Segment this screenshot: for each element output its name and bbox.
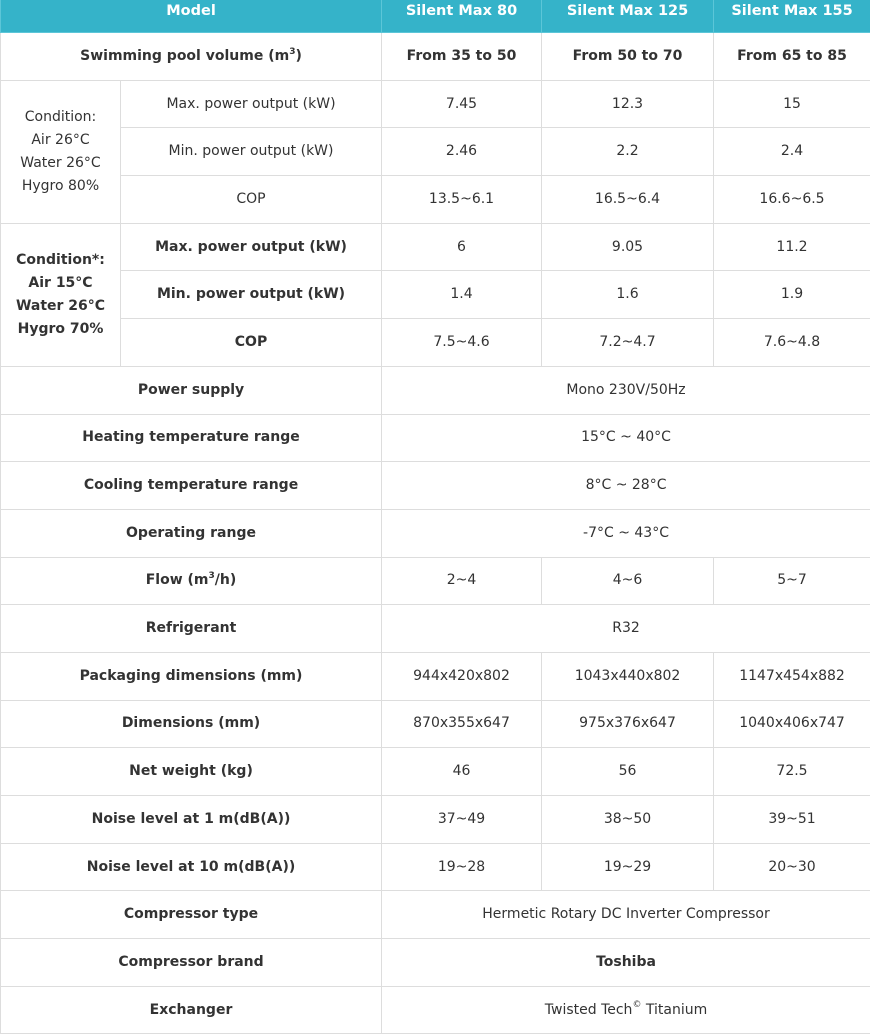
compressor-brand-label: Compressor brand (1, 939, 382, 987)
model-silent-max-155: Silent Max 155 (714, 0, 870, 33)
c2-min-power-125: 1.6 (542, 271, 714, 319)
power-supply-value: Mono 230V/50Hz (382, 366, 870, 414)
condition1-cell (1, 80, 121, 223)
table-row-refrigerant (1, 605, 870, 653)
table-row-compressor-type (1, 891, 870, 939)
c1-max-power-125: 12.3 (542, 80, 714, 128)
net-weight-155: 72.5 (714, 748, 870, 796)
c2-max-power-155: 11.2 (714, 223, 870, 271)
c2-min-power-155: 1.9 (714, 271, 870, 319)
c1-min-power-155: 2.4 (714, 128, 870, 176)
table-row-dimensions (1, 700, 870, 748)
noise-10m-label: Noise level at 10 m(dB(A)) (1, 843, 382, 891)
table-row-c2-min-power (1, 271, 870, 319)
pool-volume-label (1, 33, 382, 81)
heating-range-label: Heating temperature range (1, 414, 382, 462)
exchanger-value-text: Twisted Tech (545, 1002, 633, 1018)
condition2-water: Water 26°C (5, 295, 116, 318)
packaging-dims-80: 944x420x802 (382, 652, 542, 700)
c1-cop-label: COP (121, 176, 382, 224)
compressor-brand-value: Toshiba (382, 939, 870, 987)
flow-155: 5~7 (714, 557, 870, 605)
table-row-noise-1m (1, 796, 870, 844)
c1-min-power-80: 2.46 (382, 128, 542, 176)
noise-10m-80: 19~28 (382, 843, 542, 891)
table-row-pool-volume (1, 33, 870, 81)
table-row-c1-min-power (1, 128, 870, 176)
exchanger-value (382, 986, 870, 1034)
heating-range-value: 15°C ~ 40°C (382, 414, 870, 462)
net-weight-label: Net weight (kg) (1, 748, 382, 796)
flow-label (1, 557, 382, 605)
copyright-symbol: © (632, 1000, 641, 1010)
model-silent-max-80: Silent Max 80 (382, 0, 542, 33)
condition2-cell (1, 223, 121, 366)
noise-1m-label: Noise level at 1 m(dB(A)) (1, 796, 382, 844)
noise-1m-155: 39~51 (714, 796, 870, 844)
dimensions-155: 1040x406x747 (714, 700, 870, 748)
noise-10m-155: 20~30 (714, 843, 870, 891)
c2-max-power-80: 6 (382, 223, 542, 271)
c2-min-power-label: Min. power output (kW) (121, 271, 382, 319)
table-row-packaging-dims (1, 652, 870, 700)
refrigerant-label: Refrigerant (1, 605, 382, 653)
condition1-title: Condition: (5, 106, 116, 129)
table-row-power-supply (1, 366, 870, 414)
c1-min-power-label: Min. power output (kW) (121, 128, 382, 176)
pool-volume-label-text: Swimming pool volume (m (80, 48, 289, 64)
packaging-dims-label: Packaging dimensions (mm) (1, 652, 382, 700)
exchanger-value-end: Titanium (641, 1002, 707, 1018)
flow-label-end: /h) (215, 572, 236, 588)
pool-volume-125: From 50 to 70 (542, 33, 714, 81)
c1-max-power-80: 7.45 (382, 80, 542, 128)
c1-max-power-155: 15 (714, 80, 870, 128)
noise-10m-125: 19~29 (542, 843, 714, 891)
model-silent-max-125: Silent Max 125 (542, 0, 714, 33)
refrigerant-value: R32 (382, 605, 870, 653)
c2-max-power-label: Max. power output (kW) (121, 223, 382, 271)
flow-125: 4~6 (542, 557, 714, 605)
net-weight-125: 56 (542, 748, 714, 796)
flow-80: 2~4 (382, 557, 542, 605)
table-row-cooling-range (1, 462, 870, 510)
dimensions-80: 870x355x647 (382, 700, 542, 748)
packaging-dims-155: 1147x454x882 (714, 652, 870, 700)
exchanger-label: Exchanger (1, 986, 382, 1034)
c2-cop-155: 7.6~4.8 (714, 319, 870, 367)
power-supply-label: Power supply (1, 366, 382, 414)
c2-min-power-80: 1.4 (382, 271, 542, 319)
condition2-hygro: Hygro 70% (5, 318, 116, 341)
packaging-dims-125: 1043x440x802 (542, 652, 714, 700)
dimensions-125: 975x376x647 (542, 700, 714, 748)
table-row-c2-max-power (1, 223, 870, 271)
table-row-heating-range (1, 414, 870, 462)
c1-cop-155: 16.6~6.5 (714, 176, 870, 224)
c1-max-power-label: Max. power output (kW) (121, 80, 382, 128)
table-row-noise-10m (1, 843, 870, 891)
operating-range-value: -7°C ~ 43°C (382, 509, 870, 557)
cooling-range-value: 8°C ~ 28°C (382, 462, 870, 510)
condition2-title: Condition*: (5, 249, 116, 272)
operating-range-label: Operating range (1, 509, 382, 557)
c2-max-power-125: 9.05 (542, 223, 714, 271)
c2-cop-label: COP (121, 319, 382, 367)
flow-label-text: Flow (m (146, 572, 209, 588)
pool-volume-155: From 65 to 85 (714, 33, 870, 81)
condition1-water: Water 26°C (5, 152, 116, 175)
pool-volume-label-end: ) (295, 48, 301, 64)
net-weight-80: 46 (382, 748, 542, 796)
c2-cop-80: 7.5~4.6 (382, 319, 542, 367)
condition1-hygro: Hygro 80% (5, 175, 116, 198)
table-row-c2-cop (1, 319, 870, 367)
table-row-exchanger (1, 986, 870, 1034)
c1-cop-80: 13.5~6.1 (382, 176, 542, 224)
model-header: Model (1, 0, 382, 33)
pool-volume-label-sup: 3 (289, 47, 295, 57)
c2-cop-125: 7.2~4.7 (542, 319, 714, 367)
noise-1m-80: 37~49 (382, 796, 542, 844)
condition2-air: Air 15°C (5, 272, 116, 295)
flow-label-sup: 3 (209, 571, 215, 581)
compressor-type-value: Hermetic Rotary DC Inverter Compressor (382, 891, 870, 939)
table-header-row (1, 0, 870, 33)
table-row-operating-range (1, 509, 870, 557)
table-row-flow (1, 557, 870, 605)
cooling-range-label: Cooling temperature range (1, 462, 382, 510)
c1-min-power-125: 2.2 (542, 128, 714, 176)
table-row-c1-cop (1, 176, 870, 224)
c1-cop-125: 16.5~6.4 (542, 176, 714, 224)
table-row-compressor-brand (1, 939, 870, 987)
pool-volume-80: From 35 to 50 (382, 33, 542, 81)
dimensions-label: Dimensions (mm) (1, 700, 382, 748)
table-row-net-weight (1, 748, 870, 796)
table-row-c1-max-power (1, 80, 870, 128)
compressor-type-label: Compressor type (1, 891, 382, 939)
condition1-air: Air 26°C (5, 129, 116, 152)
noise-1m-125: 38~50 (542, 796, 714, 844)
